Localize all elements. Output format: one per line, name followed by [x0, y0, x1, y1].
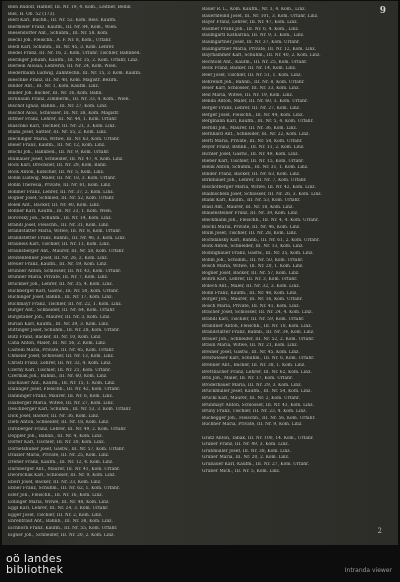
directory-entry	[202, 429, 390, 436]
page-number: 9	[379, 6, 386, 16]
directory-entry: Buchner Maria, Private, III. Nr. 9, Kom. Linz.	[202, 422, 303, 428]
right-column	[202, 7, 390, 543]
directory-entry: Baumgartner Maria, Private, III. Nr. 12, Kom. Linz.	[202, 46, 317, 52]
directory-entry: Bieschke Franz, III. Nr. 48, Kom. Magistr. Bezirk.	[8, 77, 119, 83]
directory-entry: Biechl Joh. Fleischh., A. F. Nr. 8, Kom., Urfahr.	[8, 37, 112, 43]
directory-entry: Bertl Maria, Private, III. Nr. 58, Kom. Urfahr.	[202, 138, 303, 144]
directory-entry: Brauneis Karl, Tischler, III. Nr. 11, Kom. Linz.	[8, 242, 111, 248]
directory-entry: Beer Josef, Tischler, III. Nr. 51, 1. Kom. Linz.	[202, 72, 302, 78]
directory-entry: Bechtold Ant., Kaufm., III. Nr. 25, Kom. Urfahr.	[202, 59, 308, 65]
directory-entry: Biesendorfer Ant., Schuhm., III. Nr. 58. Kom.	[8, 31, 109, 37]
directory-entry: Brettbacher Franz, Lehrer, III. Nr. 62, Kom. Linz.	[202, 369, 312, 375]
directory-entry: Dorfer Karl, Tischler, III. Nr. 30, Kom. Linz.	[8, 440, 105, 446]
directory-entry: Benda Anton, Maler, III. Nr. 60, 3. Kom. Urfahr.	[202, 99, 309, 105]
directory-entry: Blasl Ant., Maurer, III. Nr. 18, Kom. Linz.	[202, 204, 294, 210]
directory-entry: Bruckner Joh., Lehrer, III. Nr. 35, 4. Kom. Linz.	[8, 281, 114, 287]
directory-entry: Dreher Franz, Kaufm., III. Nr. 12, 4. Kom. Linz.	[8, 459, 114, 465]
directory-entry: Beck Franz, Bäcker, III. Nr. 14, Kom. Linz.	[202, 66, 297, 72]
directory-entry: Blaimschein Josef, Schlosser, III. Nr. 26, 3. Kom. Linz.	[202, 191, 323, 197]
directory-entry: Bleckmann Joh., Fleischh., III. Nr. 4, 4. Kom. Urfahr.	[202, 218, 319, 223]
directory-entry: Borovsky Joh., Schuhm., III. Nr. 14, Kom. Linz.	[8, 216, 112, 221]
directory-entry: Deschberger Karl, Schuhm., III. Nr. 53, 3. Kom. Urfahr.	[8, 407, 132, 413]
directory-entry: Bröderbauer Maria, III. Nr. 29, 3. Kom. Linz.	[202, 382, 302, 388]
directory-entry: Bischof Alois, Schlosser, III. Nr. 38, Kom. Magistr.	[8, 110, 120, 116]
directory-entry: Braun Maria, Witwe, III. Nr. 21, Kom. Linz.	[202, 343, 299, 349]
directory-entry: Egger Josef, Tischler, III. Nr. 2, Kom. Linz.	[8, 512, 103, 518]
directory-entry: Bonner Karl, Kaufm., III. Nr. 23, 1. Kom. Wien.	[8, 209, 113, 215]
directory-entry: Blum Josef, Tischler, III. Nr. 28, Kom. Linz.	[202, 231, 298, 237]
directory-entry: Baumgartner Josef, III. Nr. 37, Kom. Urfahr.	[202, 39, 300, 45]
directory-entry: Brauer Joh., Schneider, III. Nr. 52, 2. Kom. Urfahr.	[202, 336, 315, 342]
bottom-mark: 2	[377, 527, 382, 535]
directory-entry: Dürnberger Ant., Maurer, III. Nr. 41, Kom. Urfahr.	[8, 466, 121, 472]
scanned-page	[2, 1, 398, 545]
directory-entry: Binder Joh. Bäcker, III. Nr. 16, Kom. Bahn.	[8, 90, 103, 96]
directory-entry: Draxler Maria, Private, III. Nr. 25, Kom. Linz.	[8, 453, 110, 459]
directory-entry: Grubauer Karl, Kaufm., III. Nr. 27, Kom. Urfahr.	[202, 461, 310, 467]
logo-line1: oö landes	[6, 552, 62, 565]
directory-entry: Bichler Josef, Gastw., III. Nr. 49, Kom. Linz.	[202, 152, 299, 158]
directory-entry: Brückl Karl, Maurer, III. Nr. 2, Kom. Urfahr.	[202, 396, 300, 402]
directory-entry: Blauensteiner Franz, III. Nr. 39, Kom. Linz.	[202, 211, 299, 217]
viewer-link[interactable]: Intranda viewer	[344, 567, 392, 574]
directory-entry: Brix Joh., Maler, III. Nr. 17, Kom. Urfahr.	[202, 376, 294, 382]
directory-entry: Beyer Franz, Bahnb., III. Nr. 11, 2. Kom. Linz.	[202, 145, 305, 151]
directory-entry: Butz Franz, Bäcker, III. Nr. 10, Kom. Linz.	[8, 334, 102, 340]
directory-entry: Bürger Ant., Schneider, III. Nr. 64, Kom. Urfahr.	[8, 308, 116, 314]
directory-entry: Dirnberger Franz, Lehrer, III. Nr. 49, 2. Kom. Urfahr.	[8, 427, 127, 432]
directory-entry: Eberl Josef, Bäcker, III. Nr. 33, Kom. Linz.	[8, 479, 102, 485]
directory-entry: Bleier Franz, Kaufm., III. Nr. 12, Kom. Linz.	[8, 143, 106, 149]
directory-entry: Burian Karl, Kaufm., III. Nr. 39, 3. Kom. Linz.	[8, 321, 110, 327]
directory-entry: Blaschko Karl, Tischler, III. Nr. 21, 3. Kom. Linz.	[8, 123, 117, 129]
directory-entry: Eigner Joh., Schneider, III. Nr. 20, 2. Kom. Linz.	[8, 532, 115, 538]
directory-entry: Dornetshuber Josef, Gastw., III. Nr. 57, Kom. Urfahr.	[8, 446, 125, 452]
directory-entry: Blöchl Maria, Private, III. Nr. 46, Kom. Linz.	[202, 224, 301, 230]
directory-entry: Eder Joh., Fleischh., III. Nr. 16, Kom. Linz.	[8, 492, 103, 498]
directory-entry: Bohrn Karl, Lehrer, III. Nr. 3, Kom. Urfahr.	[202, 277, 298, 283]
directory-entry: Baumgartl Katharina, III. Nr. 9, 3. Kom., Linz.	[202, 33, 305, 39]
directory-entry: Bierlein Aloisia, Lehrerin, III. Nr. 24, Kom. Wien.	[8, 64, 118, 70]
directory-entry: Edlinger Maria, Witwe, III. Nr. 48, Kom. Linz.	[8, 499, 110, 505]
directory-entry: Breitwieser Karl, Schuhm., III. Nr. 6, Kom. Urfahr.	[202, 356, 315, 362]
logo-line2: bibliothek	[6, 563, 64, 576]
directory-entry: Dietl Anton, Schneider, III. Nr. 18, Kom. Linz.	[8, 420, 110, 426]
directory-entry: Ebner Franz, Schuhm., III. Nr. 62, 1. Kom. Urfahr.	[8, 486, 120, 492]
directory-entry: Ehrentraut Ant., Bahnb., III. Nr. 38, Kom. Linz.	[8, 519, 113, 525]
directory-entry: Bösch Maria, Witwe, III. Nr. 20, 1. Kom. Linz.	[202, 264, 304, 270]
directory-entry: Buchmayr Franz, Tischler, III. Nr. 22, 1. Kom. Linz.	[8, 301, 123, 307]
directory-entry: Brunner Maria, Private, III. Nr. 7, Kom. Linz.	[8, 275, 109, 281]
library-logo[interactable]	[6, 553, 63, 576]
directory-entry: Bolek Ant., Bäcker, III. Nr. 40, Kom. Linz.	[8, 202, 101, 208]
directory-entry: Bochdansky Karl, Bahnb., III. Nr. 61, 2. Kom. Urfahr.	[202, 237, 320, 243]
directory-entry: Bittner Franz, Lehrer, III. Nr. 44, 1. Kom. Urfahr.	[8, 117, 118, 123]
directory-entry: Braunsberger Ant., Maurer, III. Nr. 58, Kom. Urfahr.	[8, 248, 125, 254]
directory-entry: Bolech Ant., Maler, III. Nr. 32, 3. Kom. Linz.	[202, 283, 301, 289]
directory-entry: Baumer Franz Joh., III. Nr. 6, 4. Kom., Linz.	[202, 26, 300, 32]
directory-entry: Böck Anton, Kutscher, III. Nr. 5, Kom. Linz.	[8, 169, 105, 175]
directory-entry: Blechinger Maria, Witwe, III. Nr. 63, Kom. Urfahr.	[8, 136, 120, 142]
directory-entry: Bosch Maria, Private, III. Nr. 41, Kom. Linz.	[202, 303, 300, 309]
directory-entry: Blumauer Josef, Schneider, III. Nr. 47, 4. Kom. Linz.	[8, 156, 124, 162]
directory-entry: Brenner Ant., Bäcker, III. Nr. 38, 1. Kom. Linz.	[202, 363, 306, 369]
directory-entry: Böhm Ludwig, Maler, III. Nr. 18, 3. Kom. Urfahr.	[8, 176, 117, 182]
directory-entry: Bonn Franz, Kaufm., III. Nr. 48, Kom. Linz.	[202, 290, 298, 296]
directory-entry: Böck Anton, Schneider, III. Nr. 13, Kom. Linz.	[202, 244, 304, 250]
directory-entry: Bruny Franz, Tischler, III. Nr. 23, 4. Kom. Linz.	[202, 409, 307, 415]
directory-entry: Bauer R. L., Kom. Kaufm., Nr. 3, 4. Kom., Linz.	[202, 7, 306, 12]
directory-entry: Böhmer Franz, Lehrer, III. Nr. 37, 2. Kom. Linz.	[8, 189, 115, 195]
directory-entry: Bergmann Karl, Kaufm., III. Nr. 5, 4. Kom. Urfahr.	[202, 119, 314, 125]
directory-entry: Danninger Franz, Maurer, III. Nr. 6, Kom. Linz.	[8, 394, 114, 400]
directory-entry: Eggl Karl, Lehrer, III. Nr. 24, 3. Kom. Urfahr.	[8, 506, 109, 512]
directory-entry: Bischof Ignaz, Bahnb., III. Nr. 27, Kom. Linz.	[8, 103, 108, 109]
directory-entry: Blaha Josef, Sattler, III. Nr. 55, 2. Kom. Linz.	[8, 130, 108, 136]
directory-entry: Buchinger Josef, Bahnb., III. Nr. 17, Kom. Linz.	[8, 295, 113, 301]
directory-entry: Doppler Joh., Bahnb., III. Nr. 4, Kom. Linz.	[8, 433, 103, 439]
directory-entry: Blank Karl, Kaufm., III. Nr. 53, Kom. Urfahr.	[202, 198, 301, 204]
directory-entry: Behrendt Joh., Bahnb., III. Nr. 8, Kom. Urfahr.	[202, 79, 305, 85]
directory-entry: Dallinger Josef, Fleischh., III. Nr. 42, Kom. Urfahr.	[8, 387, 121, 393]
directory-entry: Buchegger Joh., Fleischh., III. Nr. 56, Kom. Urfahr.	[202, 415, 316, 421]
directory-entry: Berger Josef, Fleischh., III. Nr. 44, Kom. Linz.	[202, 112, 304, 118]
directory-entry: Biedl Karl, Schuhm., III. Nr. 45, 3. Kom. Lehrer.	[8, 44, 115, 50]
directory-entry: Castelli Maria, Private, III. Nr. 45, Kom. Urfahr.	[8, 347, 115, 353]
directory-entry: Brandstetter Franz, Bahnb., III. Nr. 46, 3. Kom. Linz.	[8, 235, 127, 241]
directory-entry: Bierl Karl, Buchh., III. Nr. 52. Kom. Reis. Kaufm.	[8, 18, 117, 24]
directory-entry: Grubmüller Josef, III. Nr. 38, Kom. Linz.	[202, 448, 292, 454]
directory-entry: Christl Franz, Lehrer, III. Nr. 32, 4. Kom. Linz.	[8, 361, 112, 367]
directory-entry: Daxberger Maria, Witwe, III. Nr. 27, Kom. Linz.	[8, 400, 115, 406]
viewer-footer	[0, 545, 400, 582]
directory-entry: Bayrhammer Karl, Schuhm., III. Nr. 40, 2. Kom. Linz.	[202, 53, 321, 59]
directory-entry: Böhm Theresia, Private, III. Nr. 61, Kom. Linz.	[8, 183, 112, 189]
directory-entry: Eichhorn Franz, Kaufm., III. Nr. 55, Kom. Urfahr.	[8, 525, 118, 531]
directory-entry: Bogner Josef, Bäcker, III. Nr. 57, Kom. Linz.	[202, 270, 300, 276]
directory-entry: Brandstätter Maria, Witwe, III. Nr. 8, Kom. Urfahr.	[8, 229, 122, 235]
directory-entry: Brandstätter Franz, Bahnb., III. Nr. 34, Kom. Linz.	[202, 330, 315, 336]
directory-entry: Bauernfeind Josef, III. Nr. 101, 3. Kom. Urfahr, Linz.	[202, 13, 319, 19]
directory-entry: Bernhard Ant., Schneider, III. Nr. 22, Kom. Linz.	[202, 132, 310, 138]
directory-entry: Bruckmüller Josef, Kaufm., III. Nr. 54, Kom. Linz.	[202, 389, 312, 395]
directory-entry: Berndl Joh., Maurer, III. Nr. 36, Kom. Linz.	[202, 125, 298, 131]
directory-entry: Gruber Franz, III. Nr. 49, 3. Kom. Linz.	[202, 442, 290, 448]
directory-entry: Burgstaller Joh., Maurer, III. Nr. 3, Kom. Linz.	[8, 314, 111, 320]
directory-entry: Brandner Anton, Fleischh., III. Nr. 10, Kom. Linz.	[202, 323, 312, 329]
directory-entry: Beier Karl, Schlosser, III. Nr. 33, Kom. Linz.	[202, 86, 300, 92]
directory-entry: Bogner Josef, Schmied, III. Nr. 52, Kom. Urfahr.	[8, 196, 115, 202]
directory-entry: Bracher Josef, Schlosser, III. Nr. 24, 4. Kom. Linz.	[202, 310, 313, 316]
directory-entry: Bieber Karl, Tischler, III. Nr. 15, Kom. Urfahr.	[202, 158, 305, 164]
directory-entry: Czerny Karl, Tischler, III. Nr. 21, Kom. Urfahr.	[8, 367, 112, 373]
directory-entry: Bodingbauer Franz, Gastw., III. Nr. 35, Kom. Linz.	[202, 250, 314, 256]
directory-entry: Gratz Anton, Tabak, III. Nr. 100, 14. Kom., Urfahr.	[202, 435, 314, 441]
directory-entry: Binder Ant., III. Nr. 1, Kom. Kaufm. Linz.	[8, 84, 100, 90]
directory-entry: Caha Anton, Maler, III. Nr. 56, 2. Kom. Linz.	[8, 341, 107, 347]
directory-entry: Beil Maria, Witwe, III. Nr. 19, Kom. Linz.	[202, 92, 294, 98]
directory-entry: Bien Rudolf, Hafner, III. Nr. 19, 4. Kom., Leitner, Bellin	[8, 5, 131, 10]
directory-entry: Bieringer Johann, Kaufm., III. Nr. 35, 2. Kom. Urfahr, Linz.	[8, 57, 139, 63]
directory-entry: Biermeier Franz, Kaufm., III. Nr. 84, Kom., Wien.	[8, 24, 118, 30]
directory-entry: Breitenfellner Josef, III. Nr. 26, 2. Kom. Linz.	[8, 255, 109, 261]
directory-entry: Bayer Franz, Lehrer, III. Nr. 47, Kom. Linz.	[202, 20, 298, 26]
directory-entry: Bock Karl, Drechsler, III. Nr. 29, Kom. Bahn.	[8, 163, 108, 169]
directory-entry: Brunmayr Anton, Schlosser, III. Nr. 43, Kom. Linz.	[202, 402, 314, 408]
directory-entry: Brandl Josef, Fleischh., III. Nr. 31, Kom. Linz.	[8, 222, 110, 228]
directory-entry: Breuer Franz, Kaufm., III. Nr. 19, Kom. Linz.	[8, 262, 108, 268]
directory-entry: Buttinger Josef, Schuhm., III. Nr. 28, Kom. Urfahr.	[8, 328, 120, 334]
directory-entry: Biedel Franz, III. Nr. 16, 2. Kom. Urfahr. Tischler, Bahnbed.	[8, 51, 141, 57]
directory-entry: Birnbaum Franz, Zimmerm., III. Nr. 33, 4. Kom., Wien.	[8, 97, 130, 103]
directory-entry: Binder Franz, Bäcker, III. Nr. 63, Kom. Linz.	[202, 171, 301, 177]
directory-entry: Buchberger Karl, Gastw., III. Nr. 50, Kom. Urfahr.	[8, 288, 119, 294]
directory-entry: Breiner Josef, Gastw., III. Nr. 45, Kom. Linz.	[202, 349, 300, 355]
directory-entry: Biel, H. Ob. 52 (173).	[8, 11, 56, 17]
directory-entry: Borger Joh., Maurer, III. Nr. 16, Kom. Urfahr.	[202, 297, 303, 303]
directory-entry: Blöchl Joh., Bahnbed., III. Nr. 9, Kom. Urfahr.	[8, 150, 110, 156]
directory-entry: Czermak Joh., Bahnb., III. Nr. 60, Kom. Linz.	[8, 374, 108, 380]
directory-entry: Gruber Mich., III. Nr. 5, Kom. Linz.	[202, 468, 281, 474]
directory-entry: Biedermann Ludwig, Zahntechn. III. Nr. 15, 3. Kom. Kaufm.	[8, 70, 142, 76]
directory-entry: Chmelar Josef, Schlosser, III. Nr. 13, Kom. Linz.	[8, 354, 115, 360]
directory-entry: Bielik Anton, Schuhm., III. Nr. 31, 1. Kom. Linz.	[202, 165, 309, 171]
directory-entry: Berger Franz, Lehrer, III. Nr. 27, Kom. Linz.	[202, 105, 301, 111]
directory-entry: Grüner Maria, III. Nr. 20, 2. Kom. Linz.	[202, 455, 290, 461]
directory-entry: Brunner Anton, Schlosser, III. Nr. 43, Kom. Urfahr.	[8, 268, 122, 274]
directory-entry: Dick Josef, Bäcker, III. Nr. 36, Kom. Linz.	[8, 413, 100, 419]
directory-entry: Brandl Karl, Tischler, III. Nr. 59, Kom. Urfahr.	[202, 316, 305, 322]
directory-entry: Dworschak Karl, Schlosser, III. Nr. 9, Kom. Linz.	[8, 473, 116, 479]
directory-entry: Böhm Joh., Schuhm., III. Nr. 50, Kom. Urfahr.	[202, 257, 304, 263]
left-column	[8, 5, 192, 541]
directory-entry: Birklbauer Joh., Lehrer, III. Nr. 7, Kom. Urfahr.	[202, 178, 307, 184]
directory-entry: Bischofberger Maria, Witwe, III. Nr. 42, Kom. Linz.	[202, 185, 316, 191]
directory-entry: Dachauer Ant., Kaufm., III. Nr. 15, 1. Kom. Linz.	[8, 380, 116, 386]
